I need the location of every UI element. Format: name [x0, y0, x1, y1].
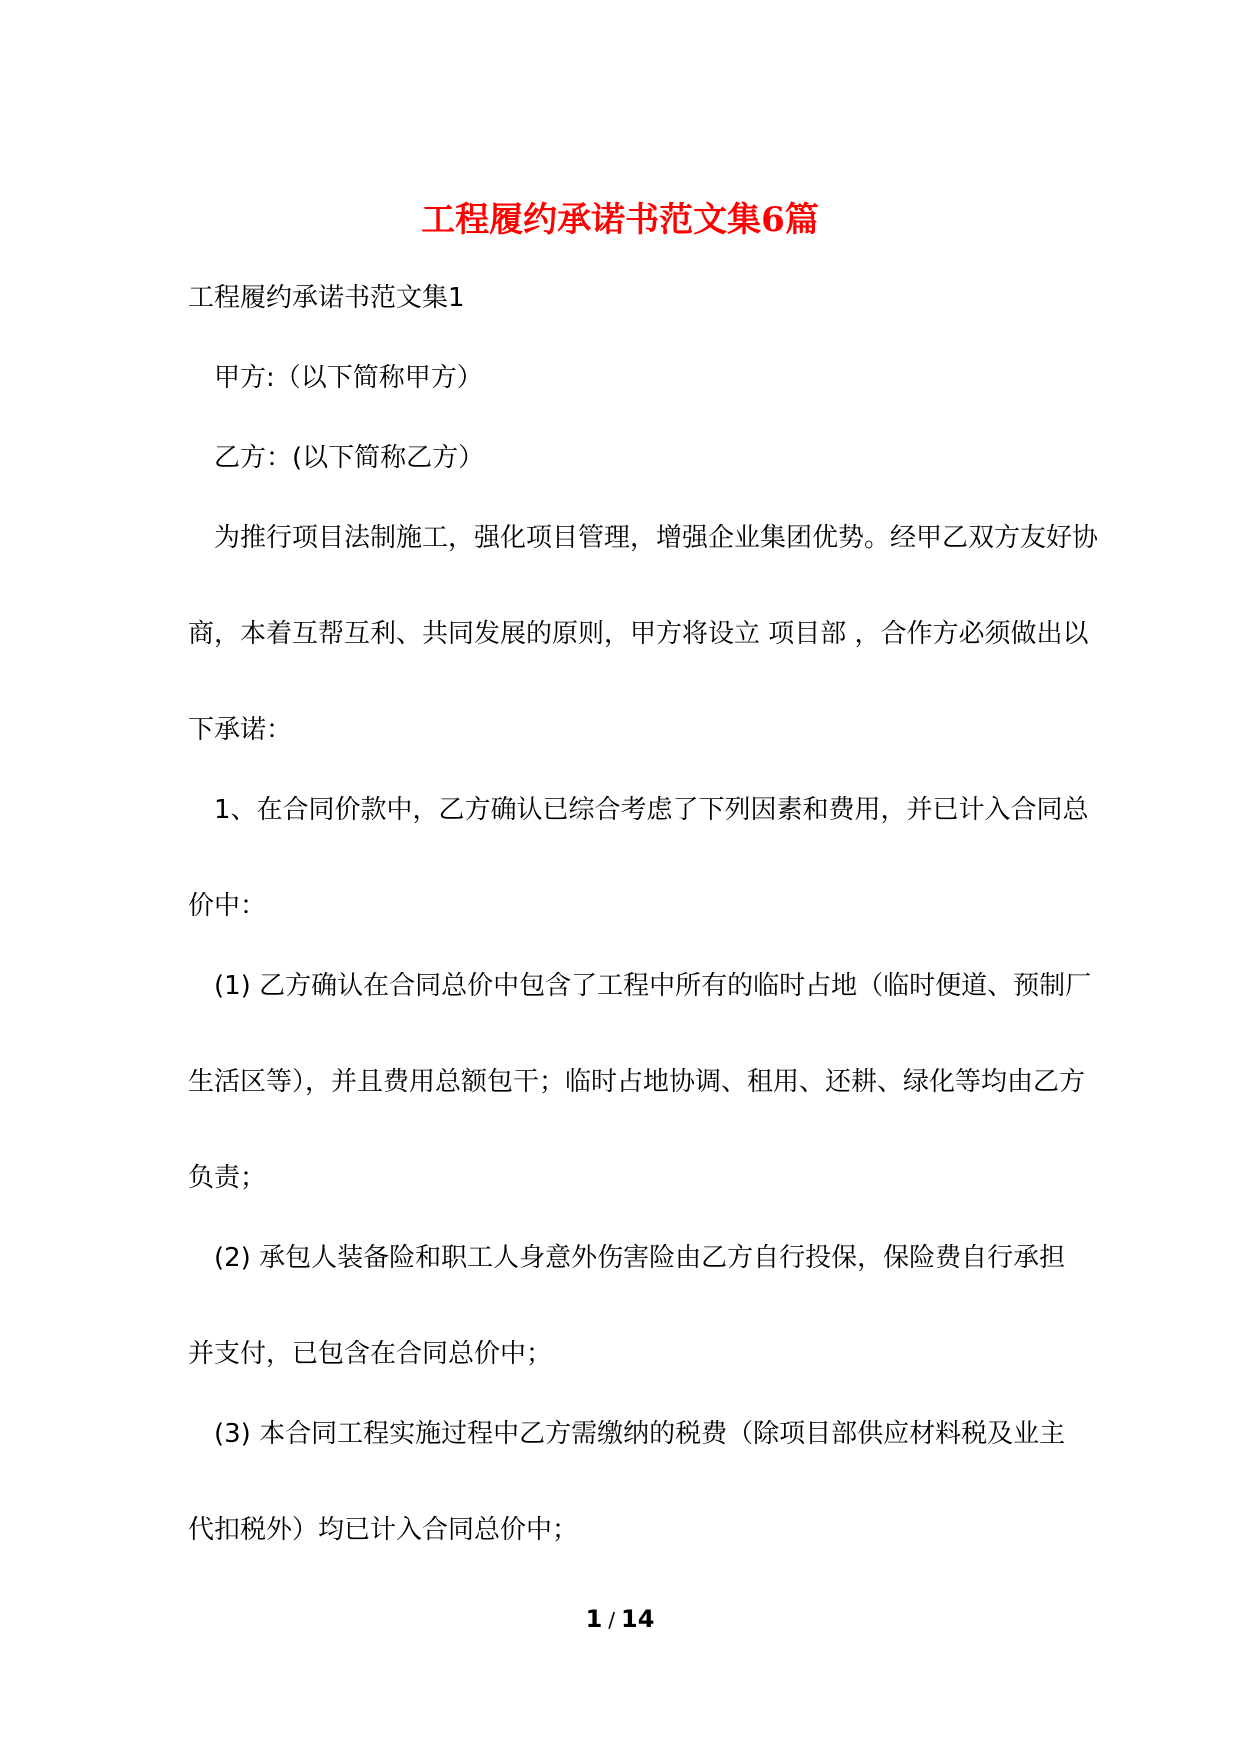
section-heading: 工程履约承诺书范文集1	[188, 283, 465, 313]
document-title: 工程履约承诺书范文集6篇	[421, 200, 819, 240]
clause-line: 价中：	[188, 891, 267, 921]
body-line: 下承诺：	[188, 715, 293, 745]
clause-line: 生活区等），并且费用总额包干；临时占地协调、租用、还耕、绿化等均由乙方	[188, 1067, 1086, 1097]
clause-line: (2) 承包人装备险和职工人身意外伤害险由乙方自行投保，保险费自行承担	[214, 1243, 1066, 1273]
current-page: 1	[585, 1605, 603, 1633]
clause-line: (1) 乙方确认在合同总价中包含了工程中所有的临时占地（临时便道、预制厂	[214, 971, 1092, 1001]
party-a-line: 甲方:（以下简称甲方）	[214, 363, 483, 393]
clause-line: 并支付，已包含在合同总价中；	[188, 1339, 553, 1369]
clause-line: 1、在合同价款中，乙方确认已综合考虑了下列因素和费用，并已计入合同总	[214, 795, 1089, 825]
body-line: 商，本着互帮互利、共同发展的原则，甲方将设立 项目部 ，合作方必须做出以	[188, 619, 1089, 649]
party-b-line: 乙方：(以下简称乙方）	[214, 443, 485, 473]
clause-line: 代扣税外）均已计入合同总价中；	[188, 1515, 579, 1545]
clause-line: (3) 本合同工程实施过程中乙方需缴纳的税费（除项目部供应材料税及业主	[214, 1419, 1066, 1449]
page-number	[0, 1603, 1240, 1636]
body-line: 为推行项目法制施工，强化项目管理，增强企业集团优势。经甲乙双方友好协	[214, 523, 1099, 553]
total-pages: 14	[621, 1605, 655, 1633]
clause-line: 负责；	[188, 1163, 267, 1193]
page-separator: /	[608, 1608, 616, 1632]
